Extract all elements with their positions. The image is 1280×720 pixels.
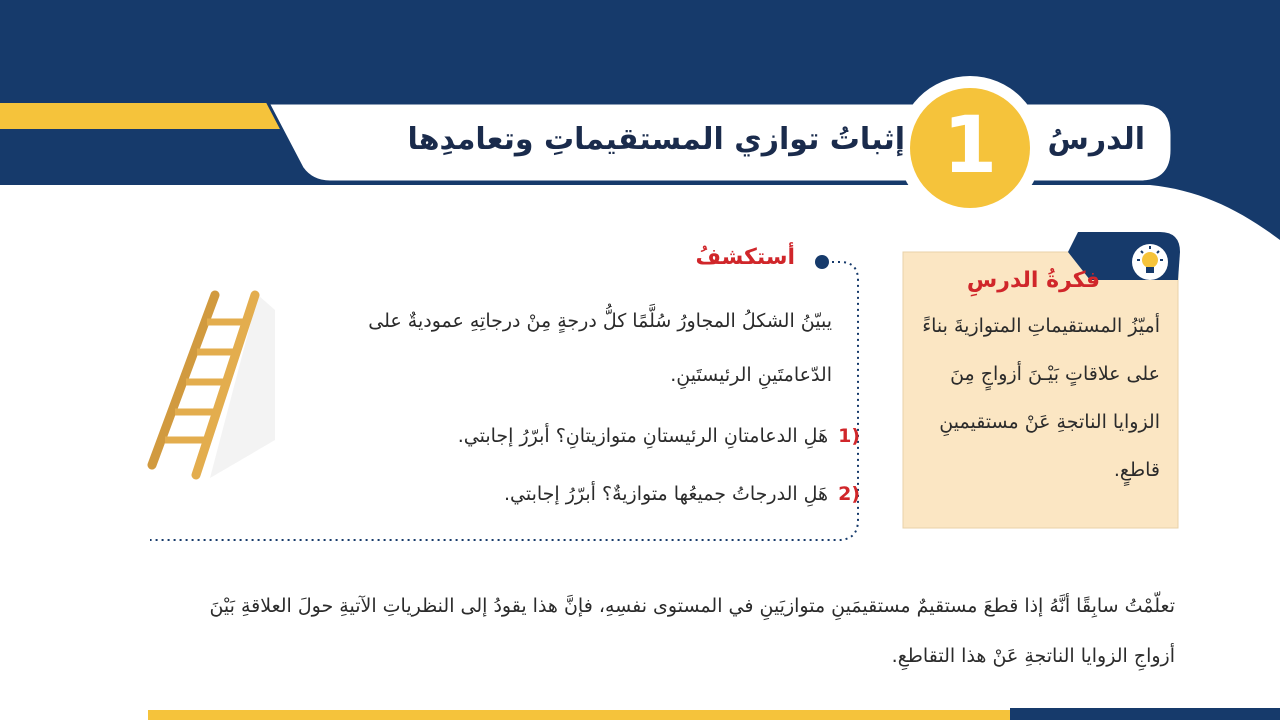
question-item <box>504 474 860 514</box>
question-number: 2) <box>838 483 860 505</box>
lesson-idea-line: على علاقاتٍ بَيْـنَ أزواجٍ مِنَ <box>950 363 1160 385</box>
lesson-number: 1 <box>942 101 998 191</box>
question-item <box>458 416 860 456</box>
question-number: 1) <box>838 425 860 447</box>
lesson-idea-line: أميّزُ المستقيماتِ المتوازيةَ بناءً <box>922 315 1160 337</box>
lesson-idea-line: الزوايا الناتجةِ عَنْ مستقيمينِ <box>939 411 1160 433</box>
lesson-idea-heading: فكرةُ الدرسِ <box>966 268 1100 293</box>
explore-intro-line: الدّعامتَينِ الرئيستَينِ. <box>670 364 832 386</box>
explore-intro-line: يبيّنُ الشكلُ المجاورُ سُلَّمًا كلُّ درجةٍ مِنْ درجاتِهِ عموديةٌ على <box>368 310 832 332</box>
body-paragraph-line: تعلّمْتُ سابِقًا أنَّهُ إذا قطعَ مستقيمٌ مستقيمَينِ متوازيَينِ في المستوى نفسِهِ، فإنَّ هذا يقودُ إلى النظرياتِ الآتيةِ حولَ العلاقةِ بَيْنَ <box>209 595 1175 617</box>
question-text: هَلِ الدرجاتُ جميعُها متوازيةٌ؟ أبرّرُ إجابتي. <box>503 483 829 505</box>
lesson-idea-line: قاطعٍ. <box>1113 459 1160 481</box>
body-paragraph-line: أزواجِ الزوايا الناتجةِ عَنْ هذا التقاطعِ. <box>891 645 1175 667</box>
lesson-title: إثباتُ توازي المستقيماتِ وتعامدِها <box>407 122 905 157</box>
lesson-label: الدرسُ <box>1047 122 1145 157</box>
ladder-icon <box>152 295 275 478</box>
explore-heading: أستكشفُ <box>695 245 795 270</box>
question-text: هَلِ الدعامتانِ الرئيستانِ متوازيتانِ؟ أبرّرُ إجابتي. <box>457 425 829 447</box>
